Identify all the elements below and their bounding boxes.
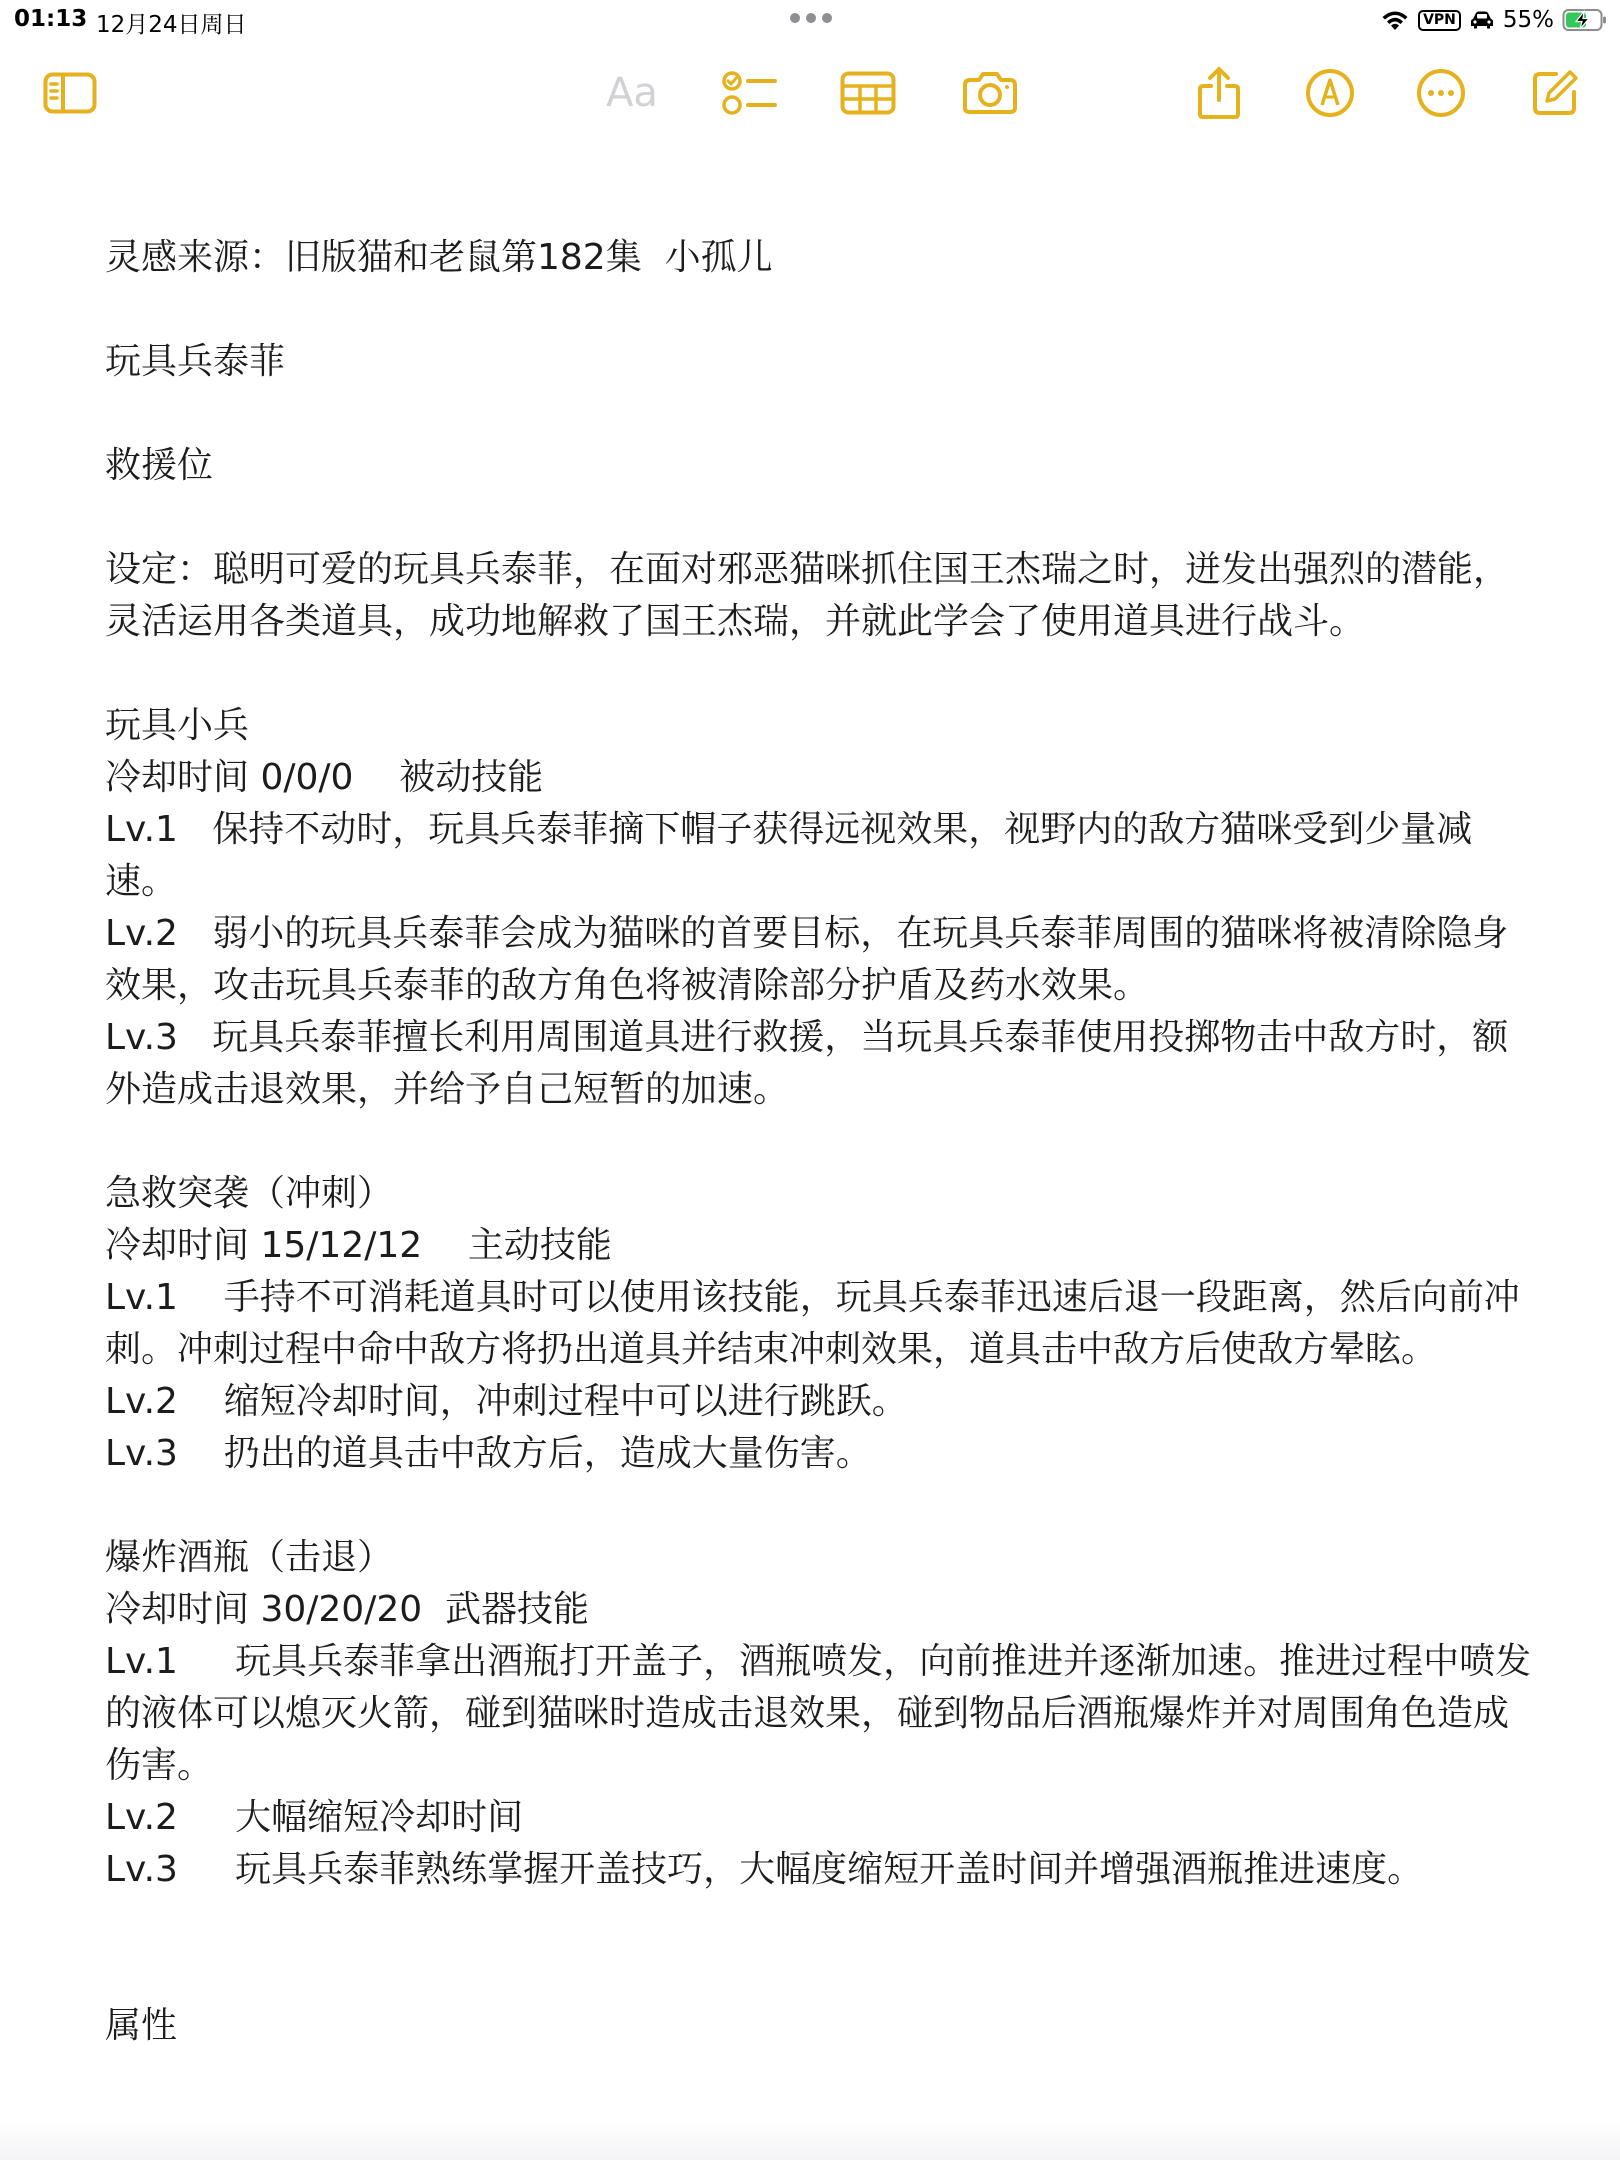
- status-date: 12月24日周日: [96, 12, 247, 38]
- new-note-button[interactable]: [1520, 58, 1590, 128]
- skill-title: 急救突袭（冲刺）: [105, 1173, 394, 1214]
- markup-pen-icon: [1305, 68, 1355, 118]
- skill-level-text: Lv.2 大幅缩短冷却时间: [105, 1797, 524, 1838]
- character-setting: 设定：聪明可爱的玩具兵泰菲，在面对邪恶猫咪抓住国王杰瑞之时，迸发出强烈的潜能，灵活运用各类道具，成功地解救了国王杰瑞，并就此学会了使用道具进行战斗。: [105, 549, 1510, 642]
- skill-cooldown: 冷却时间 30/20/20 武器技能: [105, 1589, 590, 1630]
- skill-title: 爆炸酒瓶（击退）: [105, 1537, 394, 1578]
- more-options-button[interactable]: [1406, 58, 1476, 128]
- text-format-button[interactable]: [597, 58, 667, 128]
- character-role: 救援位: [105, 445, 214, 486]
- sidebar-toggle-button[interactable]: [35, 58, 105, 128]
- skill-level-text: Lv.1 手持不可消耗道具时可以使用该技能，玩具兵泰菲迅速后退一段距离，然后向前冲刺。冲刺过程中命中敌方将扔出道具并结束冲刺效果，道具击中敌方后使敌方晕眩。: [105, 1277, 1520, 1370]
- vpn-badge: VPN: [1418, 10, 1461, 31]
- sidebar-icon: [43, 72, 97, 114]
- checklist-button[interactable]: [715, 58, 785, 128]
- battery-charging-icon: [1562, 8, 1608, 32]
- note-source-line: 灵感来源：旧版猫和老鼠第182集 小孤儿: [105, 237, 773, 278]
- status-time: 01:13: [14, 6, 88, 32]
- skill-level-text: Lv.3 扔出的道具击中敌方后，造成大量伤害。: [105, 1433, 872, 1474]
- skill-title: 玩具小兵: [105, 705, 250, 746]
- notes-toolbar: [0, 58, 1620, 128]
- skill-level-text: Lv.3 玩具兵泰菲擅长利用周围道具进行救援，当玩具兵泰菲使用投掷物击中敌方时，额外造成击退效果，并给予自己短暂的加速。: [105, 1017, 1509, 1110]
- checklist-icon: [722, 69, 778, 117]
- attributes-heading: 属性: [105, 2005, 178, 2046]
- share-button[interactable]: [1184, 58, 1254, 128]
- camera-button[interactable]: [955, 58, 1025, 128]
- ellipsis-circle-icon: [1416, 68, 1466, 118]
- status-bar: [0, 0, 1620, 44]
- skill-cooldown: 冷却时间 15/12/12 主动技能: [105, 1225, 612, 1266]
- bottom-fade: [0, 2120, 1620, 2160]
- battery-percentage: 55%: [1502, 7, 1554, 33]
- skill-cooldown: 冷却时间 0/0/0 被动技能: [105, 757, 544, 798]
- car-icon: [1469, 10, 1495, 30]
- multitasking-dots-icon[interactable]: [788, 9, 834, 27]
- skill-level-text: Lv.2 弱小的玩具兵泰菲会成为猫咪的首要目标，在玩具兵泰菲周围的猫咪将被清除隐身效果，攻击玩具兵泰菲的敌方角色将被清除部分护盾及药水效果。: [105, 913, 1509, 1006]
- table-icon: [840, 71, 896, 115]
- skill-level-text: Lv.1 保持不动时，玩具兵泰菲摘下帽子获得远视效果，视野内的敌方猫咪受到少量减速。: [105, 809, 1473, 902]
- character-name: 玩具兵泰菲: [105, 341, 286, 382]
- skill-level-text: Lv.2 缩短冷却时间，冲刺过程中可以进行跳跃。: [105, 1381, 908, 1422]
- text-format-label: Aa: [606, 70, 658, 116]
- share-icon: [1197, 66, 1241, 120]
- markup-button[interactable]: [1295, 58, 1365, 128]
- status-indicators: [1380, 4, 1608, 36]
- wifi-icon: [1380, 8, 1410, 32]
- compose-icon: [1530, 68, 1580, 118]
- table-button[interactable]: [833, 58, 903, 128]
- skill-level-text: Lv.1 玩具兵泰菲拿出酒瓶打开盖子，酒瓶喷发，向前推进并逐渐加速。推进过程中喷发的液体可以熄灭火箭，碰到猫咪时造成击退效果，碰到物品后酒瓶爆炸并对周围角色造成伤害。: [105, 1641, 1532, 1786]
- note-body[interactable]: [105, 232, 1535, 2052]
- skill-level-text: Lv.3 玩具兵泰菲熟练掌握开盖技巧，大幅度缩短开盖时间并增强酒瓶推进速度。: [105, 1849, 1424, 1890]
- camera-icon: [962, 71, 1018, 115]
